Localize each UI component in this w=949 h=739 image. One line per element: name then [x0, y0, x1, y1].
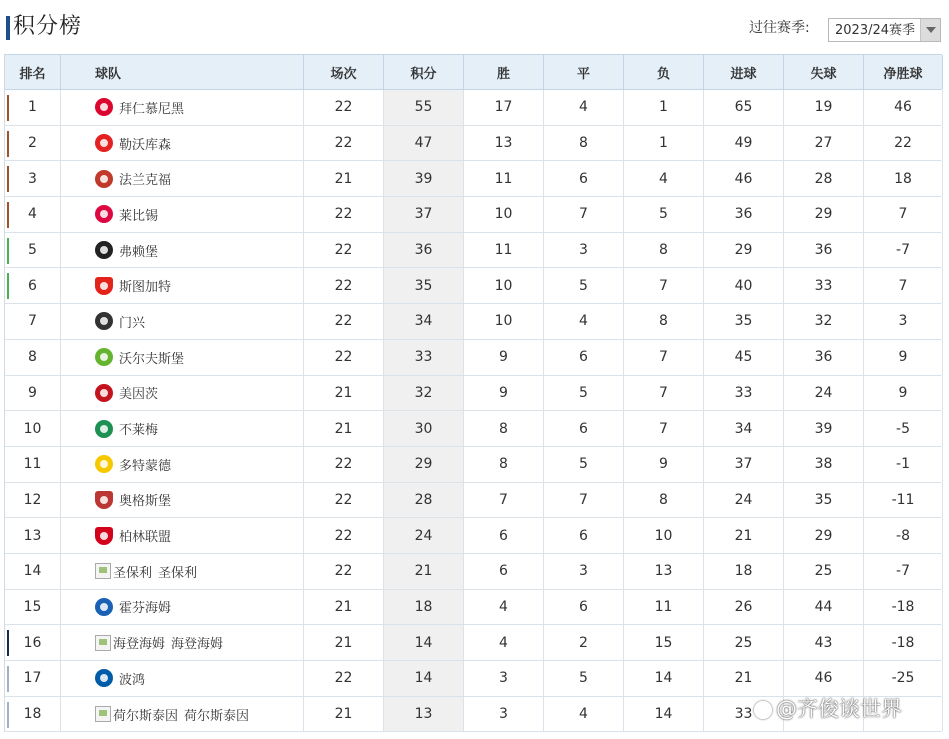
played-cell: 22 [304, 268, 384, 303]
title-accent-bar [6, 16, 10, 40]
freiburg-logo-icon [95, 241, 113, 259]
gladbach-logo-icon [95, 312, 113, 330]
goal-difference-cell: -25 [864, 661, 943, 696]
played-cell: 22 [304, 197, 384, 232]
goal-difference-cell: -1 [864, 447, 943, 482]
goals-against-cell: 32 [784, 304, 864, 339]
won-cell: 17 [464, 90, 544, 125]
team-name[interactable]: 荷尔斯泰因 [184, 708, 250, 724]
bochum-logo-icon [95, 669, 113, 687]
won-cell: 6 [464, 518, 544, 553]
leverkusen-logo-icon [95, 134, 113, 152]
goals-against-cell: 36 [784, 233, 864, 268]
team-name[interactable]: 拜仁慕尼黑 [119, 101, 185, 117]
goals-against-cell: 39 [784, 411, 864, 446]
team-name[interactable]: 柏林联盟 [119, 530, 172, 546]
goals-against-cell: 24 [784, 376, 864, 411]
rank-cell: 18 [5, 697, 61, 732]
played-cell: 21 [304, 590, 384, 625]
played-cell: 22 [304, 447, 384, 482]
column-header-goals-against[interactable]: 失球 [784, 55, 864, 89]
frankfurt-logo-icon [95, 170, 113, 188]
chevron-down-icon[interactable] [920, 19, 940, 41]
table-row[interactable] [5, 554, 942, 590]
played-cell: 22 [304, 304, 384, 339]
team-cell[interactable] [61, 233, 304, 268]
points-cell: 36 [384, 233, 464, 268]
goals-against-cell: 36 [784, 340, 864, 375]
lost-cell: 14 [624, 661, 704, 696]
lost-cell: 8 [624, 483, 704, 518]
team-name[interactable]: 波鸿 [119, 672, 146, 688]
won-cell: 9 [464, 376, 544, 411]
season-select[interactable] [828, 18, 941, 42]
lost-cell: 8 [624, 304, 704, 339]
won-cell: 8 [464, 411, 544, 446]
hoffenheim-logo-icon [95, 598, 113, 616]
team-cell[interactable] [61, 518, 304, 553]
points-cell: 39 [384, 161, 464, 196]
played-cell: 21 [304, 411, 384, 446]
drawn-cell: 5 [544, 661, 624, 696]
won-cell: 11 [464, 233, 544, 268]
column-header-rank[interactable]: 排名 [5, 55, 61, 89]
rank-cell: 4 [5, 197, 61, 232]
column-header-goal-difference[interactable]: 净胜球 [864, 55, 943, 89]
played-cell: 22 [304, 661, 384, 696]
broken-image-alt-text: 圣保利 [113, 565, 153, 581]
won-cell: 10 [464, 197, 544, 232]
table-row[interactable] [5, 411, 942, 447]
points-cell: 47 [384, 126, 464, 161]
rank-cell: 5 [5, 233, 61, 268]
team-cell[interactable] [61, 554, 304, 589]
season-label: 过往赛季: [749, 20, 810, 36]
team-cell[interactable] [61, 590, 304, 625]
broken-image-icon [95, 635, 111, 651]
bayern-logo-icon [95, 98, 113, 116]
column-header-drawn[interactable]: 平 [544, 55, 624, 89]
points-cell: 37 [384, 197, 464, 232]
lost-cell: 13 [624, 554, 704, 589]
broken-image-alt-text: 荷尔斯泰因 [113, 708, 179, 724]
table-row[interactable] [5, 90, 942, 126]
goals-for-cell: 36 [704, 197, 784, 232]
goals-against-cell: 19 [784, 90, 864, 125]
won-cell: 3 [464, 697, 544, 732]
drawn-cell: 6 [544, 161, 624, 196]
team-cell[interactable] [61, 661, 304, 696]
points-cell: 13 [384, 697, 464, 732]
column-header-points[interactable]: 积分 [384, 55, 464, 89]
goal-difference-cell: -11 [864, 483, 943, 518]
team-cell[interactable] [61, 197, 304, 232]
drawn-cell: 4 [544, 90, 624, 125]
lost-cell: 10 [624, 518, 704, 553]
won-cell: 11 [464, 161, 544, 196]
rank-cell: 8 [5, 340, 61, 375]
won-cell: 10 [464, 268, 544, 303]
lost-cell: 1 [624, 90, 704, 125]
team-name[interactable]: 圣保利 [158, 565, 198, 581]
goals-against-cell: 28 [784, 161, 864, 196]
lost-cell: 9 [624, 447, 704, 482]
rank-cell: 12 [5, 483, 61, 518]
goals-against-cell: 46 [784, 661, 864, 696]
table-row[interactable] [5, 268, 942, 304]
points-cell: 33 [384, 340, 464, 375]
page-header [0, 0, 949, 50]
team-cell[interactable] [61, 625, 304, 660]
points-cell: 14 [384, 661, 464, 696]
won-cell: 13 [464, 126, 544, 161]
table-row[interactable] [5, 126, 942, 162]
points-cell: 29 [384, 447, 464, 482]
drawn-cell: 6 [544, 518, 624, 553]
drawn-cell: 3 [544, 554, 624, 589]
played-cell: 22 [304, 340, 384, 375]
rank-cell: 10 [5, 411, 61, 446]
team-name[interactable]: 海登海姆 [171, 637, 224, 653]
table-row[interactable] [5, 590, 942, 626]
won-cell: 3 [464, 661, 544, 696]
table-row[interactable] [5, 161, 942, 197]
points-cell: 35 [384, 268, 464, 303]
team-cell[interactable] [61, 411, 304, 446]
lost-cell: 7 [624, 376, 704, 411]
goals-for-cell: 34 [704, 411, 784, 446]
team-cell[interactable] [61, 376, 304, 411]
column-header-played[interactable]: 场次 [304, 55, 384, 89]
points-cell: 21 [384, 554, 464, 589]
table-row[interactable] [5, 483, 942, 519]
dortmund-logo-icon [95, 455, 113, 473]
rank-cell: 13 [5, 518, 61, 553]
points-cell: 34 [384, 304, 464, 339]
team-name[interactable]: 法兰克福 [119, 173, 172, 189]
team-name[interactable]: 美因茨 [119, 387, 159, 403]
watermark-text: @齐俊谈世界 [776, 697, 902, 721]
table-body [5, 90, 942, 732]
goals-for-cell: 37 [704, 447, 784, 482]
goal-difference-cell: 46 [864, 90, 943, 125]
lost-cell: 7 [624, 411, 704, 446]
goals-for-cell: 18 [704, 554, 784, 589]
goal-difference-cell: 9 [864, 376, 943, 411]
goal-difference-cell: 18 [864, 161, 943, 196]
team-name[interactable]: 弗赖堡 [119, 244, 159, 260]
broken-image-icon [95, 563, 111, 579]
played-cell: 22 [304, 518, 384, 553]
drawn-cell: 5 [544, 268, 624, 303]
goals-against-cell: 38 [784, 447, 864, 482]
team-cell[interactable] [61, 697, 304, 732]
rank-cell: 11 [5, 447, 61, 482]
column-header-team[interactable]: 球队 [61, 55, 304, 89]
drawn-cell: 5 [544, 447, 624, 482]
team-name[interactable]: 多特蒙德 [119, 458, 172, 474]
goal-difference-cell: -8 [864, 518, 943, 553]
played-cell: 21 [304, 625, 384, 660]
played-cell: 21 [304, 697, 384, 732]
played-cell: 21 [304, 376, 384, 411]
goal-difference-cell: 7 [864, 197, 943, 232]
points-cell: 24 [384, 518, 464, 553]
goal-difference-cell: -7 [864, 233, 943, 268]
team-name[interactable]: 勒沃库森 [119, 137, 172, 153]
goal-difference-cell: 22 [864, 126, 943, 161]
goals-for-cell: 46 [704, 161, 784, 196]
column-header-goals-for[interactable]: 进球 [704, 55, 784, 89]
rank-cell: 14 [5, 554, 61, 589]
table-row[interactable] [5, 233, 942, 269]
goals-for-cell: 25 [704, 625, 784, 660]
goal-difference-cell: -5 [864, 411, 943, 446]
team-cell[interactable] [61, 161, 304, 196]
played-cell: 22 [304, 554, 384, 589]
goals-against-cell: 33 [784, 268, 864, 303]
points-cell: 14 [384, 625, 464, 660]
played-cell: 22 [304, 90, 384, 125]
table-header-row [5, 54, 942, 90]
team-cell[interactable] [61, 90, 304, 125]
team-cell[interactable] [61, 304, 304, 339]
drawn-cell: 5 [544, 376, 624, 411]
lost-cell: 8 [624, 233, 704, 268]
goals-for-cell: 21 [704, 518, 784, 553]
rank-cell: 7 [5, 304, 61, 339]
goals-for-cell: 35 [704, 304, 784, 339]
played-cell: 22 [304, 126, 384, 161]
drawn-cell: 6 [544, 590, 624, 625]
goals-for-cell: 26 [704, 590, 784, 625]
won-cell: 8 [464, 447, 544, 482]
won-cell: 4 [464, 590, 544, 625]
augsburg-logo-icon [95, 491, 113, 509]
team-name[interactable]: 不莱梅 [119, 423, 159, 439]
team-cell[interactable] [61, 483, 304, 518]
drawn-cell: 6 [544, 340, 624, 375]
goal-difference-cell: -7 [864, 554, 943, 589]
union-berlin-logo-icon [95, 527, 113, 545]
team-cell[interactable] [61, 340, 304, 375]
lost-cell: 4 [624, 161, 704, 196]
lost-cell: 15 [624, 625, 704, 660]
lost-cell: 11 [624, 590, 704, 625]
drawn-cell: 3 [544, 233, 624, 268]
goals-for-cell: 33 [704, 376, 784, 411]
rank-cell: 17 [5, 661, 61, 696]
points-cell: 32 [384, 376, 464, 411]
lost-cell: 1 [624, 126, 704, 161]
lost-cell: 14 [624, 697, 704, 732]
drawn-cell: 8 [544, 126, 624, 161]
points-cell: 55 [384, 90, 464, 125]
table-row[interactable] [5, 447, 942, 483]
drawn-cell: 2 [544, 625, 624, 660]
rank-cell: 3 [5, 161, 61, 196]
goals-against-cell: 44 [784, 590, 864, 625]
team-name[interactable]: 奥格斯堡 [119, 494, 172, 510]
rank-cell: 15 [5, 590, 61, 625]
goals-for-cell: 29 [704, 233, 784, 268]
table-row[interactable] [5, 661, 942, 697]
points-cell: 28 [384, 483, 464, 518]
drawn-cell: 6 [544, 411, 624, 446]
goals-against-cell: 25 [784, 554, 864, 589]
rank-cell: 2 [5, 126, 61, 161]
wolfsburg-logo-icon [95, 348, 113, 366]
team-name[interactable]: 莱比锡 [119, 208, 159, 224]
rank-cell: 1 [5, 90, 61, 125]
goal-difference-cell: 9 [864, 340, 943, 375]
goals-for-cell: 33 [704, 697, 784, 732]
goals-against-cell: 29 [784, 197, 864, 232]
goal-difference-cell: 7 [864, 268, 943, 303]
rank-cell: 16 [5, 625, 61, 660]
team-name[interactable]: 沃尔夫斯堡 [119, 351, 185, 367]
goals-against-cell: 43 [784, 625, 864, 660]
won-cell: 6 [464, 554, 544, 589]
won-cell: 9 [464, 340, 544, 375]
drawn-cell: 4 [544, 697, 624, 732]
broken-image-icon [95, 706, 111, 722]
played-cell: 22 [304, 483, 384, 518]
goals-for-cell: 45 [704, 340, 784, 375]
watermark [754, 693, 944, 723]
lost-cell: 7 [624, 268, 704, 303]
table-row[interactable] [5, 340, 942, 376]
broken-image-alt-text: 海登海姆 [113, 637, 166, 653]
team-cell[interactable] [61, 268, 304, 303]
goal-difference-cell: -18 [864, 590, 943, 625]
season-selected-value: 2023/24赛季 [835, 23, 916, 38]
table-row[interactable] [5, 625, 942, 661]
goals-against-cell: 35 [784, 483, 864, 518]
lost-cell: 5 [624, 197, 704, 232]
goal-difference-cell: -18 [864, 625, 943, 660]
goals-for-cell: 21 [704, 661, 784, 696]
table-row[interactable] [5, 518, 942, 554]
goals-for-cell: 65 [704, 90, 784, 125]
played-cell: 21 [304, 161, 384, 196]
column-header-won[interactable]: 胜 [464, 55, 544, 89]
points-cell: 30 [384, 411, 464, 446]
bremen-logo-icon [95, 420, 113, 438]
leipzig-logo-icon [95, 205, 113, 223]
team-cell[interactable] [61, 447, 304, 482]
rank-cell: 6 [5, 268, 61, 303]
watermark-logo-icon [754, 701, 772, 719]
points-cell: 18 [384, 590, 464, 625]
team-name[interactable]: 斯图加特 [119, 280, 172, 296]
mainz-logo-icon [95, 384, 113, 402]
table-row[interactable] [5, 197, 942, 233]
team-name[interactable]: 门兴 [119, 315, 146, 331]
goals-against-cell: 29 [784, 518, 864, 553]
goals-for-cell: 40 [704, 268, 784, 303]
won-cell: 4 [464, 625, 544, 660]
table-row[interactable] [5, 376, 942, 412]
page-title: 积分榜 [13, 14, 83, 39]
team-name[interactable]: 霍芬海姆 [119, 601, 172, 617]
column-header-lost[interactable]: 负 [624, 55, 704, 89]
goals-against-cell: 27 [784, 126, 864, 161]
standings-table [4, 54, 942, 732]
team-cell[interactable] [61, 126, 304, 161]
rank-cell: 9 [5, 376, 61, 411]
table-row[interactable] [5, 304, 942, 340]
won-cell: 10 [464, 304, 544, 339]
drawn-cell: 7 [544, 483, 624, 518]
played-cell: 22 [304, 233, 384, 268]
drawn-cell: 4 [544, 304, 624, 339]
goals-for-cell: 49 [704, 126, 784, 161]
goal-difference-cell: 3 [864, 304, 943, 339]
drawn-cell: 7 [544, 197, 624, 232]
lost-cell: 7 [624, 340, 704, 375]
stuttgart-logo-icon [95, 277, 113, 295]
won-cell: 7 [464, 483, 544, 518]
goals-for-cell: 24 [704, 483, 784, 518]
